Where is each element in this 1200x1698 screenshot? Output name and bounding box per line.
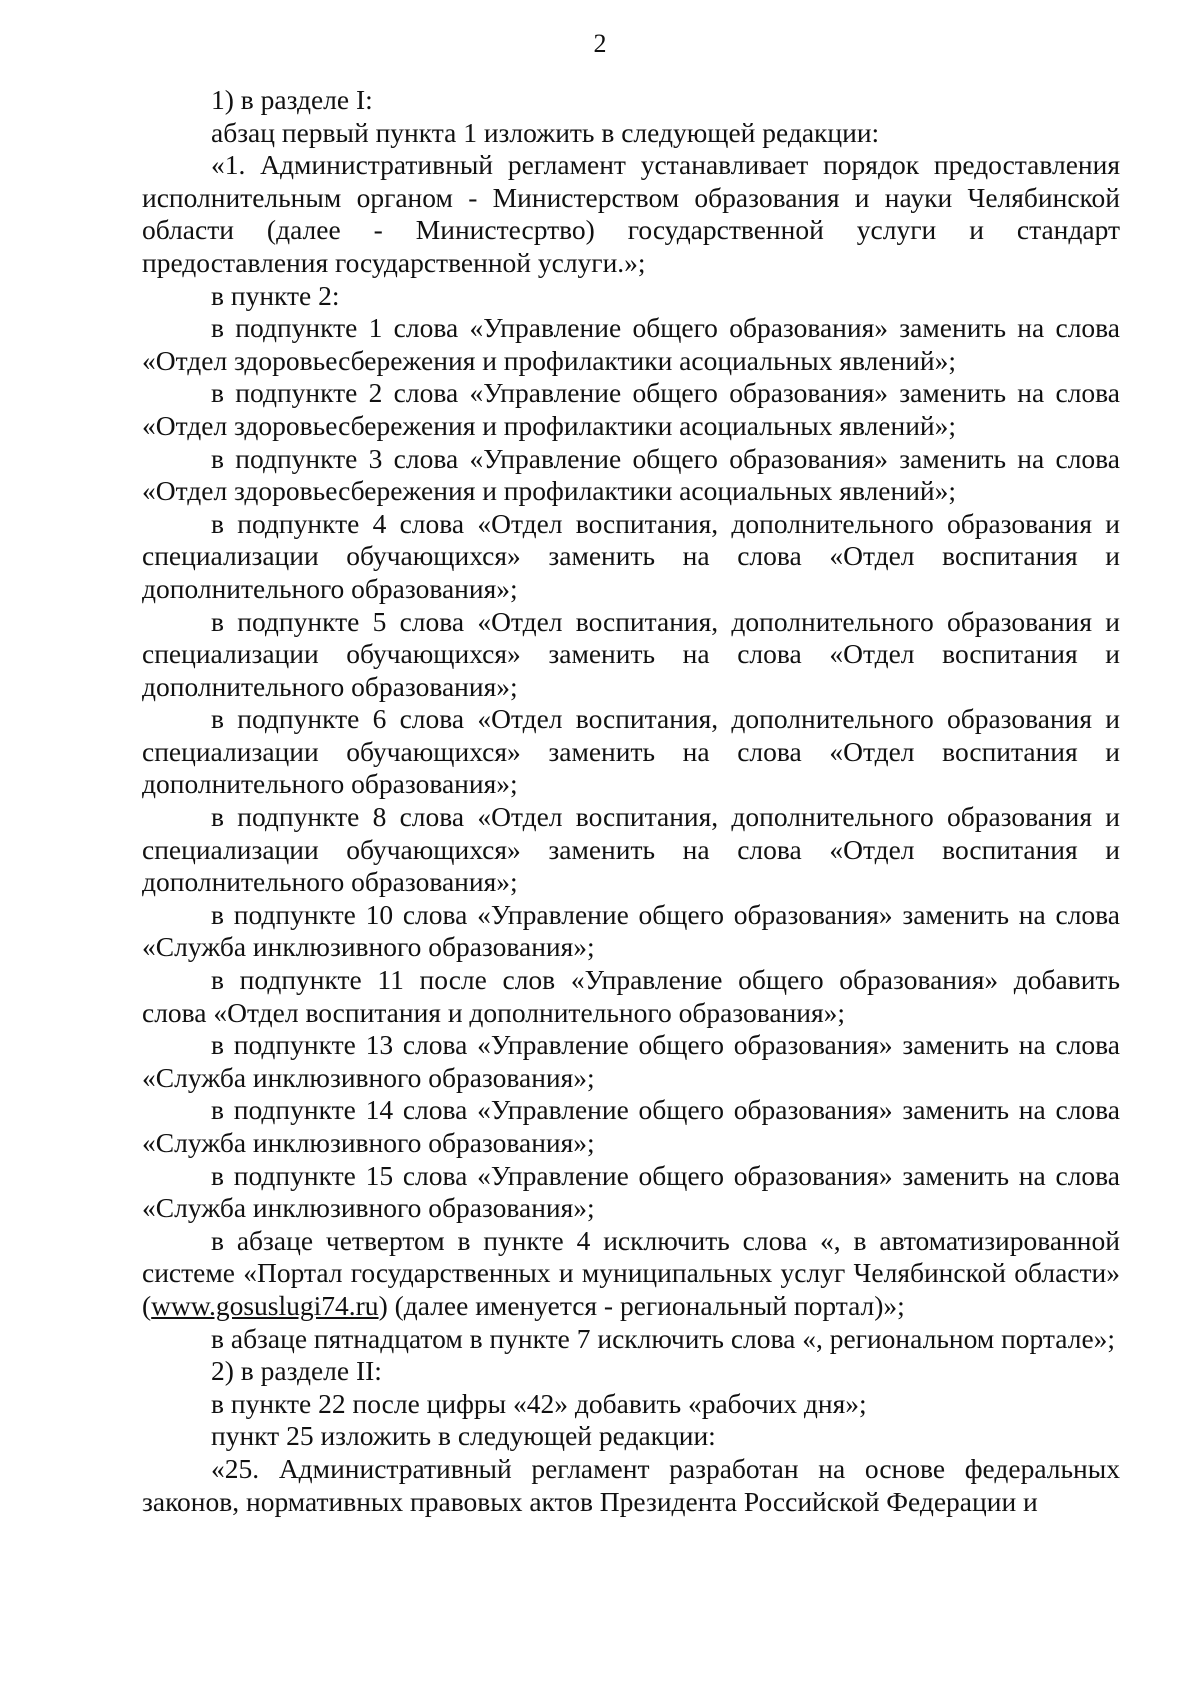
paragraph: в подпункте 6 слова «Отдел воспитания, дополнительного образования и специализации обучающихся» заменить на слова «Отдел воспитания и дополнительного образования»; xyxy=(142,703,1120,800)
paragraph: «1. Административный регламент устанавливает порядок предоставления исполнительным органом - Министерством образования и науки Челябинской области (далее - Министесртво) государственной услуги и стандарт предоставления государственной услуги.»; xyxy=(142,149,1120,278)
paragraph: в подпункте 8 слова «Отдел воспитания, дополнительного образования и специализации обучающихся» заменить на слова «Отдел воспитания и дополнительного образования»; xyxy=(142,801,1120,898)
page-number: 2 xyxy=(593,29,607,58)
section-heading-2: 2) в разделе II: xyxy=(211,1355,382,1387)
paragraph: в подпункте 4 слова «Отдел воспитания, дополнительного образования и специализации обучающихся» заменить на слова «Отдел воспитания и дополнительного образования»; xyxy=(142,507,1120,604)
paragraph-with-link xyxy=(142,1225,1120,1323)
paragraph: в подпункте 2 слова «Управление общего образования» заменить на слова «Отдел здоровьесбережения и профилактики асоциальных явлений»; xyxy=(142,377,1120,441)
paragraph-text: ) (далее именуется - региональный портал)»; xyxy=(378,1289,905,1321)
paragraph: в пункте 22 после цифры «42» добавить «рабочих дня»; xyxy=(211,1387,867,1419)
paragraph: в подпункте 1 слова «Управление общего образования» заменить на слова «Отдел здоровьесбережения и профилактики асоциальных явлений»; xyxy=(142,312,1120,376)
document-body xyxy=(142,84,1120,1518)
paragraph: в подпункте 3 слова «Управление общего образования» заменить на слова «Отдел здоровьесбережения и профилактики асоциальных явлений»; xyxy=(142,442,1120,507)
paragraph: в абзаце пятнадцатом в пункте 7 исключить слова «, региональном портале»; xyxy=(211,1322,1116,1354)
paragraph: в подпункте 10 слова «Управление общего образования» заменить на слова «Служба инклюзивного образования»; xyxy=(142,898,1120,963)
paragraph: в подпункте 5 слова «Отдел воспитания, дополнительного образования и специализации обучающихся» заменить на слова «Отдел воспитания и дополнительного образования»; xyxy=(142,605,1120,702)
section-heading-1: 1) в разделе I: xyxy=(211,84,373,115)
paragraph: в подпункте 13 слова «Управление общего образования» заменить на слова «Служба инклюзивного образования»; xyxy=(142,1029,1120,1093)
paragraph: в подпункте 14 слова «Управление общего образования» заменить на слова «Служба инклюзивного образования»; xyxy=(142,1094,1120,1158)
paragraph: абзац первый пункта 1 изложить в следующей редакции: xyxy=(211,116,880,148)
paragraph-text: в абзаце четвертом в пункте 4 исключить слова «, в автоматизированной системе «Портал государственных и муниципальных услуг Челябинской области» ( xyxy=(142,1224,1120,1321)
paragraph: в подпункте 11 после слов «Управление общего образования» добавить слова «Отдел воспитания и дополнительного образования»; xyxy=(142,964,1120,1028)
portal-link[interactable]: www.gosuslugi74.ru xyxy=(151,1289,379,1321)
paragraph: в пункте 2: xyxy=(211,279,340,311)
paragraph: пункт 25 изложить в следующей редакции: xyxy=(211,1420,716,1452)
paragraph: «25. Административный регламент разработан на основе федеральных законов, нормативных правовых актов Президента Российской Федерации и xyxy=(142,1452,1120,1517)
paragraph: в подпункте 15 слова «Управление общего образования» заменить на слова «Служба инклюзивного образования»; xyxy=(142,1159,1120,1224)
